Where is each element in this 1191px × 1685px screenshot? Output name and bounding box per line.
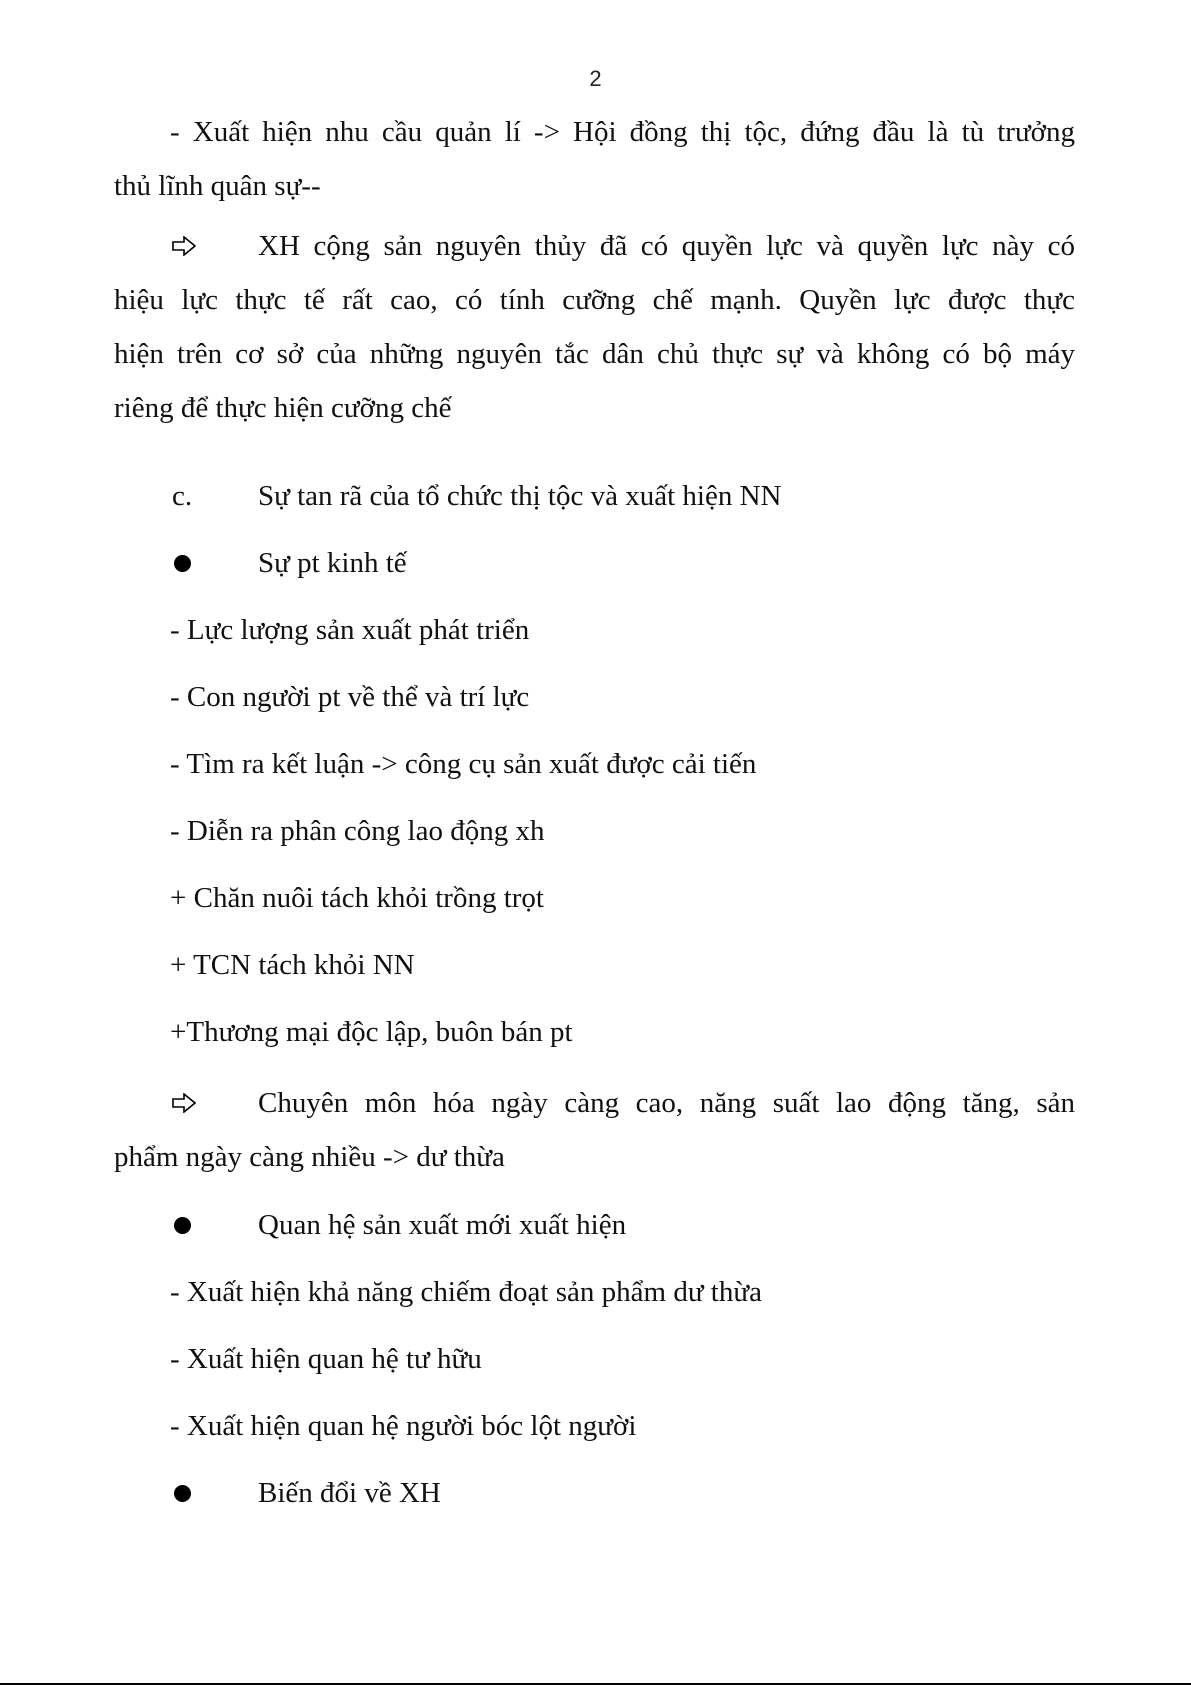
bullet-dot-icon xyxy=(174,1217,191,1234)
section-c-marker: c. xyxy=(172,480,193,512)
bullet-dot-icon xyxy=(174,555,191,572)
bullet-item-kinh-te: Sự pt kinh tế xyxy=(258,547,407,579)
dash-item: - Tìm ra kết luận -> công cụ sản xuất được cải tiến xyxy=(170,748,757,780)
page-number: 2 xyxy=(589,66,602,91)
plus-item: +Thương mại độc lập, buôn bán pt xyxy=(170,1016,573,1048)
plus-item: + Chăn nuôi tách khỏi trồng trọt xyxy=(170,882,544,914)
arrow-paragraph-1-lead: XH cộng sản nguyên thủy đã có quyền lực và quyền lực này có xyxy=(258,230,1075,262)
arrow-paragraph-1-line4: riêng để thực hiện cưỡng chế xyxy=(114,392,452,424)
arrow-right-icon xyxy=(172,236,196,256)
arrow-paragraph-1-line2: hiệu lực thực tế rất cao, có tính cưỡng chế mạnh. Quyền lực được thực xyxy=(114,284,1075,316)
plus-item: + TCN tách khỏi NN xyxy=(170,949,415,981)
dash-item: - Xuất hiện khả năng chiếm đoạt sản phẩm dư thừa xyxy=(170,1276,762,1308)
dash-item: - Lực lượng sản xuất phát triển xyxy=(170,614,530,646)
dash-item: - Xuất hiện quan hệ tư hữu xyxy=(170,1343,482,1375)
dash-item: - Diễn ra phân công lao động xh xyxy=(170,815,545,847)
dash-item: - Con người pt về thể và trí lực xyxy=(170,681,530,713)
bullet-item-quan-he: Quan hệ sản xuất mới xuất hiện xyxy=(258,1209,627,1241)
section-c-heading: Sự tan rã của tổ chức thị tộc và xuất hiện NN xyxy=(258,480,782,512)
bullet-item-bien-doi: Biến đổi về XH xyxy=(258,1477,441,1509)
arrow-paragraph-2-line2: phẩm ngày càng nhiều -> dư thừa xyxy=(114,1141,505,1173)
arrow-right-icon xyxy=(172,1093,196,1113)
paragraph-quan-li-cont: thủ lĩnh quân sự-- xyxy=(114,170,321,202)
dash-item: - Xuất hiện quan hệ người bóc lột người xyxy=(170,1410,637,1442)
paragraph-quan-li: - Xuất hiện nhu cầu quản lí -> Hội đồng thị tộc, đứng đầu là tù trưởng xyxy=(170,116,1075,148)
arrow-paragraph-2-lead: Chuyên môn hóa ngày càng cao, năng suất lao động tăng, sản xyxy=(258,1087,1075,1119)
bullet-dot-icon xyxy=(174,1485,191,1502)
arrow-paragraph-1-line3: hiện trên cơ sở của những nguyên tắc dân chủ thực sự và không có bộ máy xyxy=(114,338,1075,370)
